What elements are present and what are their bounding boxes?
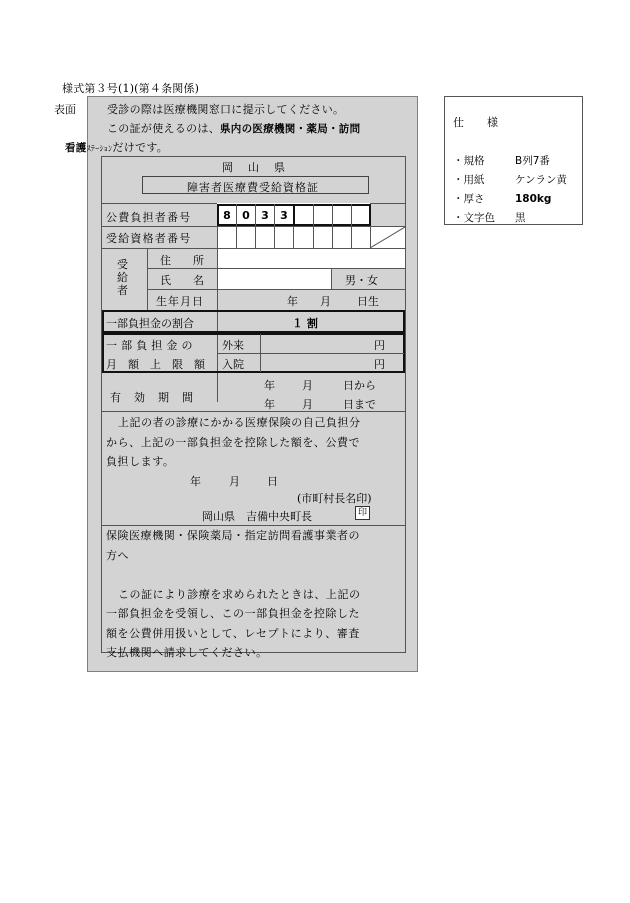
specification-box [444, 96, 583, 225]
inpatient-label: 入院 [222, 358, 244, 371]
payer-digit-1: 8 [223, 209, 231, 222]
validity-label: 有 効 期 間 [110, 391, 194, 404]
address-field [218, 249, 405, 268]
spec-key-text-color: ・文字色 [453, 212, 495, 224]
diagonal-slash [370, 227, 405, 248]
birth-month: 月 [320, 295, 331, 308]
intro-line-3 [65, 139, 168, 155]
spec-row-text-color [453, 210, 526, 225]
issuer-name: 岡山県 吉備中央町長 [202, 510, 312, 523]
copay-ratio-label: 一部負担金の割合 [106, 317, 194, 330]
spec-key-size: ・規格 [453, 155, 485, 167]
payer-digit-2: 0 [242, 209, 250, 222]
statement-line-3: 負担します。 [106, 455, 175, 468]
spec-value-size: B列7番 [515, 155, 550, 167]
payer-number-label: 公費負担者番号 [106, 211, 192, 224]
outpatient-label: 外来 [222, 339, 244, 352]
intro-line-2-bold: 県内の医療機関・薬局・訪問 [220, 123, 361, 135]
card-title: 障害者医療費受給資格証 [187, 181, 319, 194]
name-label: 氏 名 [160, 274, 204, 287]
notice-line-3: この証により診療を求められたときは、上記の [118, 587, 361, 601]
inpatient-yen: 円 [374, 358, 385, 371]
seal-note: (市町村長名印) [297, 492, 372, 505]
name-field [218, 269, 331, 289]
recipient-number-label: 受給資格者番号 [106, 232, 192, 245]
intro-line-2-prefix: この証が使えるのは、 [107, 122, 220, 135]
outpatient-yen: 円 [374, 339, 385, 352]
statement-line-1: 上記の者の診療にかかる医療保険の自己負担分 [118, 416, 361, 429]
spec-key-paper: ・用紙 [453, 174, 485, 186]
statement-line-2: から、上記の一部負担金を控除した額を、公費で [106, 435, 361, 449]
address-label: 住 所 [160, 254, 204, 267]
valid-to-month: 月 [302, 398, 313, 411]
valid-to-suffix: 日まで [343, 398, 376, 411]
birth-date-label: 生年月日 [156, 295, 204, 308]
limit-label-line-1: 一 部 負 担 金 の [106, 339, 193, 352]
copay-ratio-value: １ 割 [292, 317, 318, 330]
issue-day: 日 [267, 475, 278, 488]
intro-line-1: 受診の際は医療機関窓口に提示してください。 [107, 103, 345, 116]
notice-line-6: 支払機関へ請求してください。 [106, 646, 268, 659]
valid-to-year: 年 [264, 398, 275, 411]
notice-line-2: 方へ [106, 548, 130, 562]
valid-from-month: 月 [302, 379, 313, 392]
certificate-table [101, 156, 406, 659]
intro-line-3-bold: 看護 [65, 142, 87, 154]
issue-year: 年 [190, 475, 201, 488]
notice-line-4: 一部負担金を受領し、この一部負担金を控除した [106, 607, 361, 620]
form-number: 様式第３号(1)(第４条関係) [62, 82, 200, 95]
notice-line-1: 保険医療機関・保険薬局・指定訪問看護事業者の [106, 529, 361, 542]
intro-line-2 [107, 120, 360, 136]
side-label: 表面 [54, 103, 76, 116]
intro-line-3-suffix: だけです。 [112, 141, 169, 154]
birth-day: 日生 [357, 295, 379, 308]
statement-text [106, 413, 361, 472]
payer-digit-3: 3 [261, 209, 269, 222]
valid-from-suffix: 日から [343, 379, 376, 392]
seal-stamp: 印 [355, 506, 370, 520]
notice-line-5: 額を公費併用扱いとして、レセプトにより、審査 [106, 626, 360, 640]
birth-year: 年 [287, 295, 298, 308]
spec-key-thickness: ・厚さ [453, 193, 485, 205]
spec-row-thickness [453, 191, 551, 206]
spec-row-paper [453, 172, 567, 187]
spec-title: 仕 様 [453, 116, 504, 129]
payer-digit-4: 3 [280, 209, 288, 222]
spec-value-text-color: 黒 [515, 212, 526, 224]
card-title-box [142, 176, 369, 194]
sex-label: 男・女 [345, 274, 378, 287]
issue-month: 月 [229, 475, 240, 488]
prefecture-name: 岡 山 県 [222, 161, 287, 174]
valid-from-year: 年 [264, 379, 275, 392]
spec-value-paper: ケンラン黄 [515, 174, 567, 186]
spec-row-size [453, 153, 550, 168]
recipient-group-label: 受給者 [117, 258, 128, 297]
notice-text [106, 526, 361, 663]
spec-value-thickness: 180kg [515, 193, 552, 205]
intro-line-3-small: ｽﾃｰｼｮﾝ [86, 144, 113, 153]
limit-label-line-2: 月 額 上 限 額 [106, 358, 205, 371]
